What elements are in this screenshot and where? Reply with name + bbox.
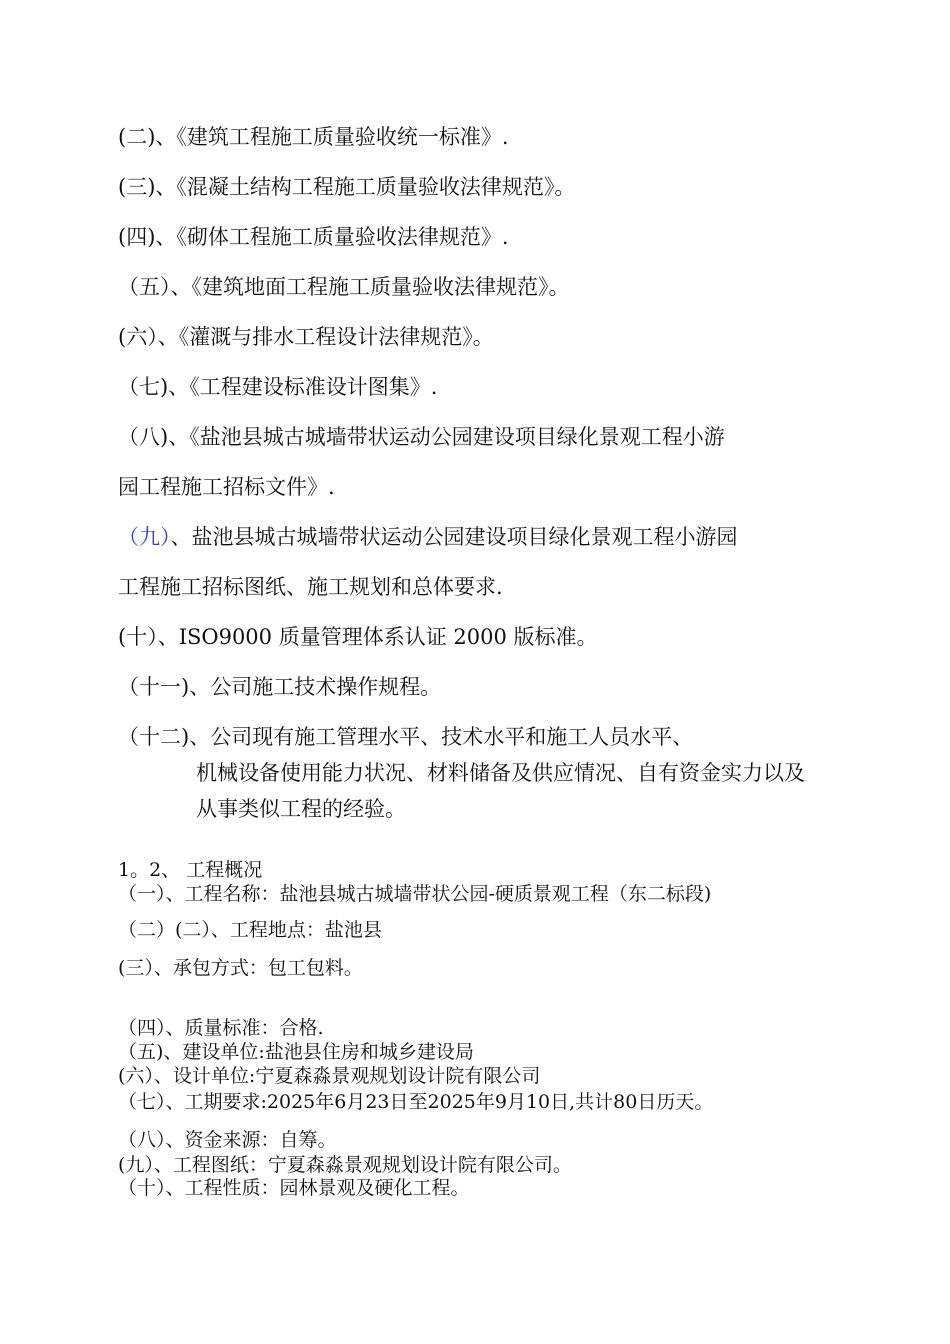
item-9-text: 、盐池县城古城墙带状运动公园建设项目绿化景观工程小游园 (170, 525, 738, 549)
basis-item-10: (十）、ISO9000 质量管理体系认证 2000 版标准。 (118, 625, 598, 649)
overview-item-5: （五)、建设单位:盐池县住房和城乡建设局 (118, 1041, 474, 1063)
basis-item-11: （十一)、公司施工技术操作规程。 (118, 675, 442, 699)
basis-item-12-line-3: 从事类似工程的经验。 (196, 797, 406, 821)
basis-item-8-line-1: （八)、《盐池县城古城墙带状运动公园建设项目绿化景观工程小游 (118, 425, 725, 449)
overview-item-1: （一）、工程名称：盐池县城古城墙带状公园-硬质景观工程（东二标段) (118, 883, 712, 905)
basis-item-2: (二)、《建筑工程施工质量验收统一标准》. (118, 125, 509, 149)
overview-item-7: （七）、工期要求:2025年6月23日至2025年9月10日,共计80日历天。 (118, 1091, 714, 1113)
overview-item-6: (六）、设计单位:宁夏森淼景观规划设计院有限公司 (118, 1065, 541, 1087)
basis-item-5: （五）、《建筑地面工程施工质量验收法律规范》。 (118, 275, 570, 299)
overview-item-2: （二）(二）、工程地点：盐池县 (118, 919, 382, 941)
overview-item-8: （八）、资金来源：自筹。 (118, 1129, 337, 1151)
basis-item-7: （七)、《工程建设标准设计图集》. (118, 375, 438, 399)
basis-item-12-line-2: 机械设备使用能力状况、材料储备及供应情况、自有资金实力以及 (196, 761, 805, 785)
overview-heading: 1。2、 工程概况 (118, 859, 263, 881)
basis-item-12-line-1: （十二)、公司现有施工管理水平、技术水平和施工人员水平、 (118, 725, 694, 749)
basis-item-8-line-2: 园工程施工招标文件》. (118, 475, 335, 499)
basis-item-9-line-1 (118, 524, 738, 550)
basis-item-6: (六）、《灌溉与排水工程设计法律规范》。 (118, 325, 494, 349)
basis-item-3: (三)、《混凝土结构工程施工质量验收法律规范》。 (118, 175, 576, 199)
overview-item-10: （十）、工程性质：园林景观及硬化工程。 (118, 1177, 470, 1199)
basis-item-9-line-2: 工程施工招标图纸、施工规划和总体要求. (118, 575, 503, 599)
basis-item-4: (四)、《砌体工程施工质量验收法律规范》. (118, 225, 509, 249)
overview-item-9: (九）、工程图纸：宁夏森淼景观规划设计院有限公司。 (118, 1154, 572, 1176)
item-9-number: （九） (118, 525, 171, 549)
overview-item-3: (三）、承包方式：包工包料。 (118, 957, 363, 979)
overview-item-4: （四）、质量标准：合格. (118, 1017, 324, 1039)
